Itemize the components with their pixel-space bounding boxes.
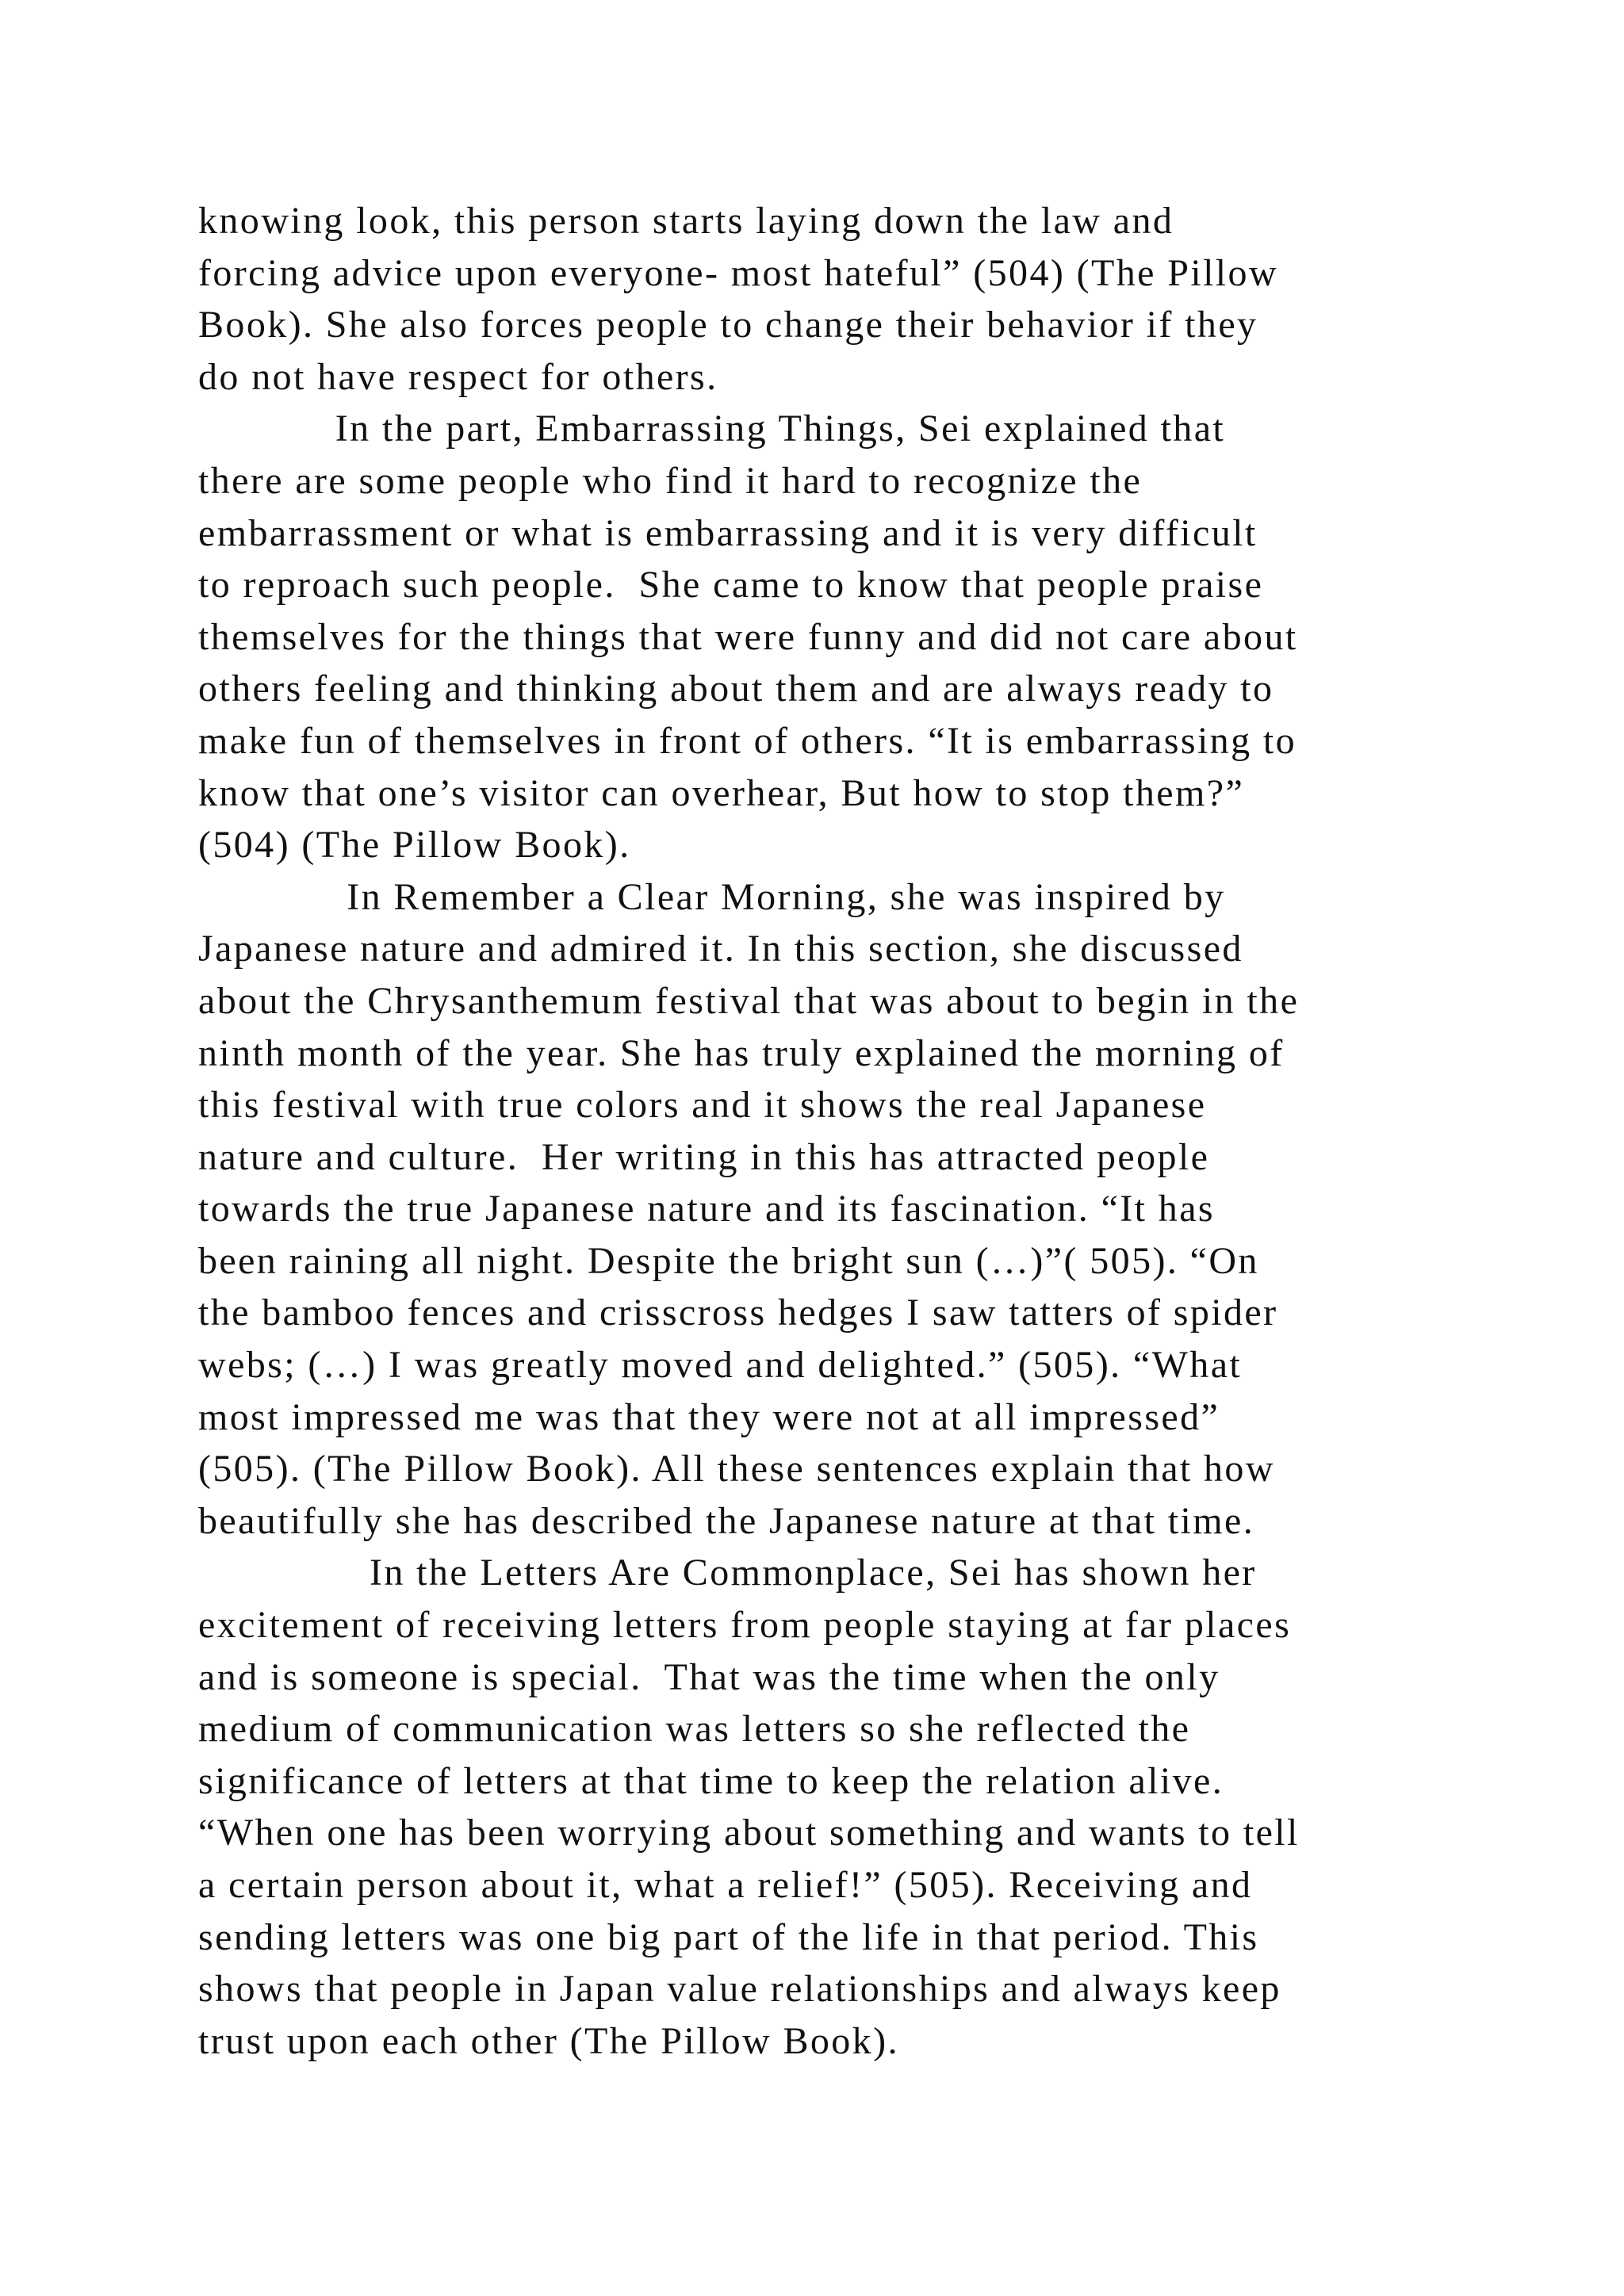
text-line: “When one has been worrying about something and wants to tell [198,1812,1300,1854]
text-line: a certain person about it, what a relief!” (505). Receiving and [198,1864,1253,1906]
text-line: webs; (…) I was greatly moved and delighted.” (505). “What [198,1344,1243,1387]
text-line: Book). She also forces people to change their behavior if they [198,304,1258,346]
text-line: embarrassment or what is embarrassing and it is very difficult [198,511,1258,554]
text-line: Japanese nature and admired it. In this section, she discussed [198,928,1243,970]
text-line: knowing look, this person starts laying down the law and [198,200,1174,242]
document-page [198,195,1483,2067]
text-line: nature and culture. Her writing in this has attracted people [198,1135,1210,1178]
text-line: do not have respect for others. [198,355,718,398]
text-line: In the Letters Are Commonplace, Sei has shown her [198,1552,1257,1594]
text-line: significance of letters at that time to keep the relation alive. [198,1759,1224,1802]
text-line: about the Chrysanthemum festival that was about to begin in the [198,979,1300,1022]
text-line: In the part, Embarrassing Things, Sei explained that [198,408,1226,450]
text-line: the bamboo fences and crisscross hedges I saw tatters of spider [198,1292,1278,1334]
text-line: been raining all night. Despite the bright sun (…)”( 505). “On [198,1239,1259,1282]
text-line: medium of communication was letters so she reflected the [198,1708,1191,1751]
text-line: themselves for the things that were funny and did not care about [198,615,1298,658]
text-line: excitement of receiving letters from people staying at far places [198,1604,1292,1647]
text-line: towards the true Japanese nature and its fascination. “It has [198,1188,1215,1230]
text-line: there are some people who find it hard to recognize the [198,459,1143,502]
text-line: know that one’s visitor can overhear, But how to stop them?” [198,771,1245,814]
text-line: forcing advice upon everyone- most hateful” (504) (The Pillow [198,251,1279,294]
text-line: ninth month of the year. She has truly explained the morning of [198,1031,1285,1074]
text-line: this festival with true colors and it shows the real Japanese [198,1084,1207,1127]
text-line: sending letters was one big part of the life in that period. This [198,1915,1259,1958]
text-line: trust upon each other (The Pillow Book). [198,2019,899,2062]
text-line: to reproach such people. She came to know that people praise [198,564,1264,607]
text-line: make fun of themselves in front of others. “It is embarrassing to [198,719,1297,762]
text-line: others feeling and thinking about them and are always ready to [198,668,1274,710]
text-line: shows that people in Japan value relationships and always keep [198,1968,1281,2011]
text-line: beautifully she has described the Japanese nature at that time. [198,1499,1255,1542]
text-line: In Remember a Clear Morning, she was inspired by [198,875,1226,918]
text-line: and is someone is special. That was the time when the only [198,1655,1220,1698]
text-line: (505). (The Pillow Book). All these sentences explain that how [198,1448,1275,1490]
text-line: most impressed me was that they were not at all impressed” [198,1395,1220,1438]
text-line: (504) (The Pillow Book). [198,824,631,867]
